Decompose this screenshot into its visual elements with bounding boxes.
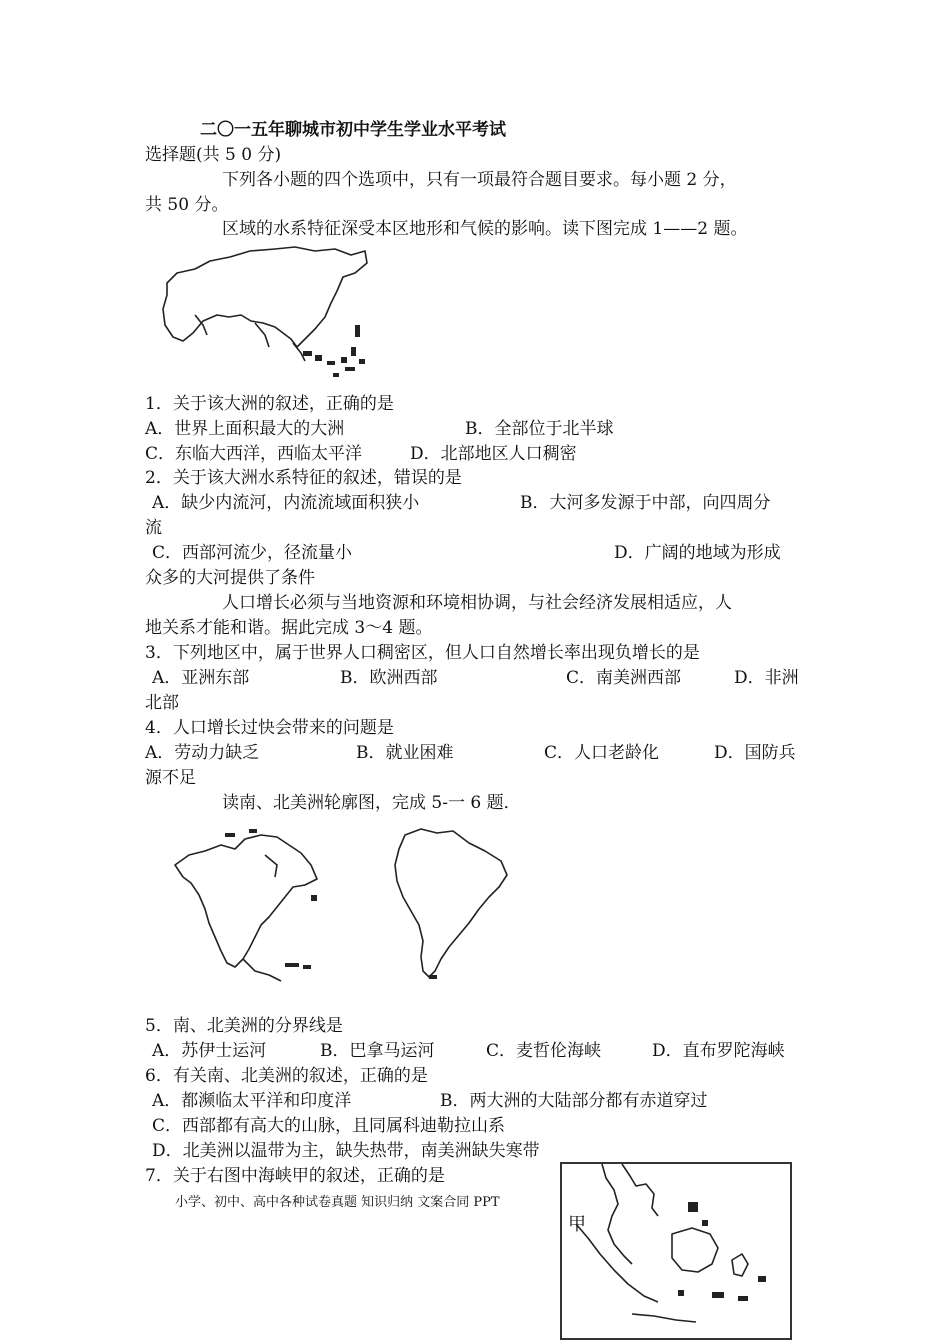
q1-stem: 1．关于该大洲的叙述，正确的是 [145, 394, 394, 414]
strait-map-frame [560, 1162, 792, 1340]
southeast-asia-map [562, 1164, 790, 1338]
q1-option-a: A．世界上面积最大的大洲 [145, 419, 345, 439]
q2-option-b-cont: 流 [145, 518, 162, 538]
q7-stem: 7．关于右图中海峡甲的叙述，正确的是 [145, 1166, 445, 1186]
asia-map [155, 243, 370, 383]
q3-option-d: D．非洲 [734, 668, 799, 688]
q4-option-d-cont: 源不足 [145, 768, 196, 788]
intro-q3-4-line-1: 人口增长必须与当地资源和环境相协调，与社会经济发展相适应，人 [222, 593, 732, 613]
intro-q5-6: 读南、北美洲轮廓图，完成 5-一 6 题． [222, 793, 521, 813]
q4-option-d: D．国防兵 [714, 743, 796, 763]
q6-stem: 6．有关南、北美洲的叙述，正确的是 [145, 1066, 428, 1086]
q4-option-a: A．劳动力缺乏 [145, 743, 260, 763]
q6-option-b: B．两大洲的大陆部分都有赤道穿过 [440, 1091, 708, 1111]
q2-option-d-cont: 众多的大河提供了条件 [145, 568, 315, 588]
q6-option-c: C．西部都有高大的山脉，且同属科迪勒拉山系 [152, 1116, 506, 1136]
q5-option-c: C．麦哲伦海峡 [486, 1041, 602, 1061]
q3-stem: 3．下列地区中，属于世界人口稠密区，但人口自然增长率出现负增长的是 [145, 643, 700, 663]
intro-q1-2: 区域的水系特征深受本区地形和气候的影响。读下图完成 1——2 题。 [222, 219, 748, 239]
section-heading: 选择题(共 5 0 分) [145, 145, 282, 165]
q2-stem: 2．关于该大洲水系特征的叙述，错误的是 [145, 468, 462, 488]
q6-option-d: D．北美洲以温带为主，缺失热带，南美洲缺失寒带 [152, 1141, 540, 1161]
intro-q3-4-line-2: 地关系才能和谐。据此完成 3～4 题。 [145, 618, 433, 638]
q5-option-a: A．苏伊士运河 [152, 1041, 267, 1061]
page-title: 二〇一五年聊城市初中学生学业水平考试 [200, 120, 506, 140]
q2-option-d: D．广阔的地域为形成 [614, 543, 781, 563]
page-footer: 小学、初中、高中各种试卷真题 知识归纳 文案合同 PPT [175, 1195, 500, 1210]
q2-option-a: A．缺少内流河，内流流域面积狭小 [152, 493, 420, 513]
q3-option-d-cont: 北部 [145, 693, 179, 713]
south-america-map [385, 825, 515, 985]
q3-option-b: B．欧洲西部 [340, 668, 438, 688]
q5-option-d: D．直布罗陀海峡 [652, 1041, 785, 1061]
north-america-map [165, 825, 325, 985]
q2-option-b: B．大河多发源于中部，向四周分 [520, 493, 771, 513]
q5-stem: 5．南、北美洲的分界线是 [145, 1016, 343, 1036]
q1-option-c: C．东临大西洋，西临太平洋 [145, 444, 363, 464]
q4-option-c: C．人口老龄化 [544, 743, 660, 763]
q1-option-b: B．全部位于北半球 [465, 419, 614, 439]
q3-option-a: A．亚洲东部 [152, 668, 250, 688]
q4-stem: 4．人口增长过快会带来的问题是 [145, 718, 394, 738]
q1-option-d: D．北部地区人口稠密 [410, 444, 577, 464]
q6-option-a: A．都濒临太平洋和印度洋 [152, 1091, 352, 1111]
instruction-line-1: 下列各小题的四个选项中，只有一项最符合题目要求。每小题 2 分， [222, 170, 737, 190]
q3-option-c: C．南美洲西部 [566, 668, 682, 688]
q5-option-b: B．巴拿马运河 [320, 1041, 435, 1061]
q2-option-c: C．西部河流少，径流量小 [152, 543, 353, 563]
q4-option-b: B．就业困难 [356, 743, 454, 763]
strait-label-jia: 甲 [568, 1214, 586, 1235]
instruction-line-2: 共 50 分。 [145, 195, 229, 215]
